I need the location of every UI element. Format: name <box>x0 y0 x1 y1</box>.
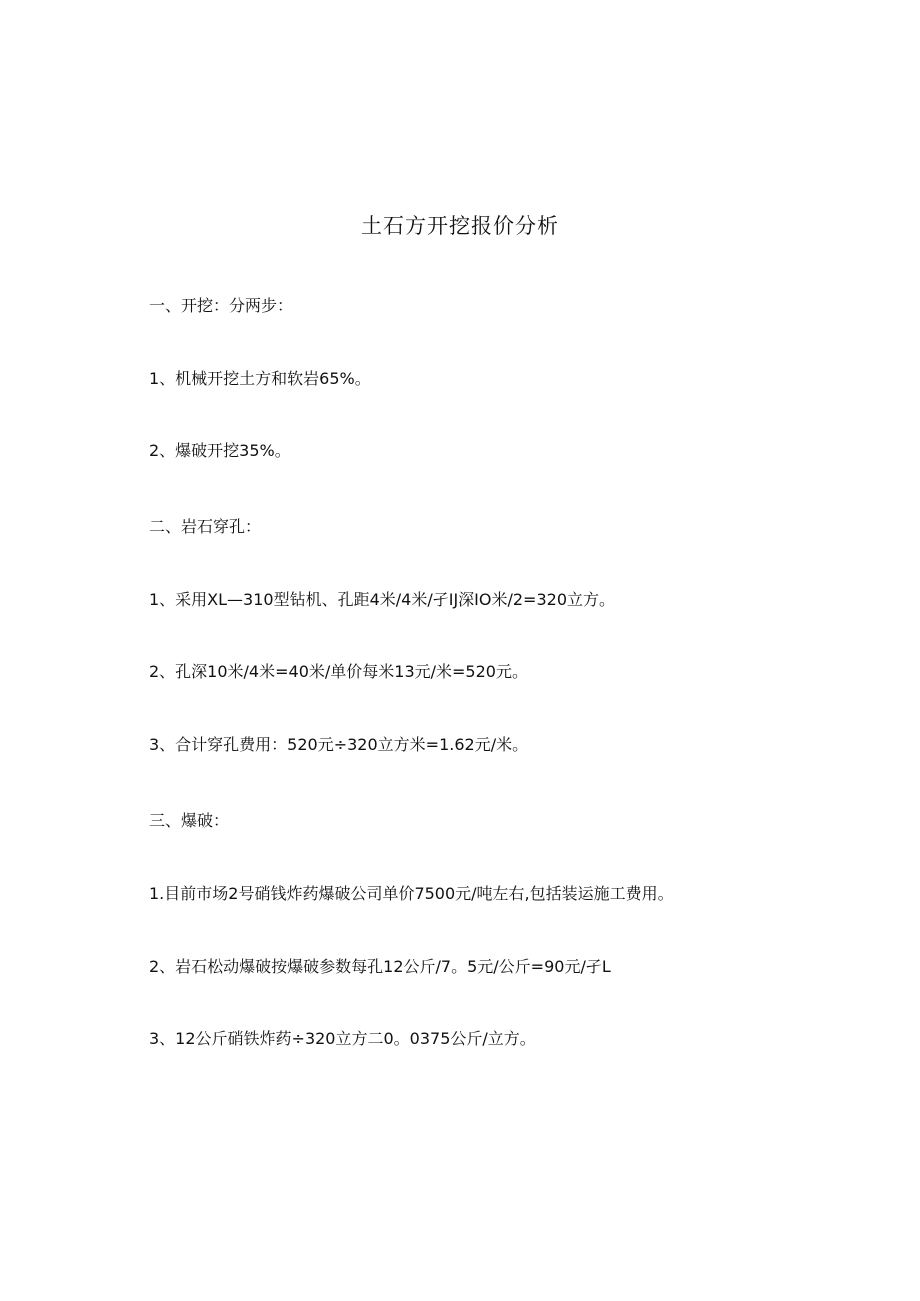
section-heading-blasting: 三、爆破： <box>149 811 230 830</box>
section-heading-drilling: 二、岩石穿孔： <box>149 517 262 536</box>
list-item: 1.目前市场2号硝钱炸药爆破公司单价7500元/吨左右,包括装运施工费用。 <box>149 884 674 903</box>
document-title: 土石方开挖报价分析 <box>361 214 559 238</box>
section-heading-excavation: 一、开挖：分两步： <box>149 296 294 315</box>
list-item: 1、采用XL—310型钻机、孔距4米/4米/孑IJ深IO米/2=320立方。 <box>149 590 616 609</box>
list-item: 2、爆破开挖35%。 <box>149 441 291 460</box>
list-item: 2、孔深10米/4米=40米/单价每米13元/米=520元。 <box>149 662 528 681</box>
list-item: 3、12公斤硝铁炸药÷320立方二0。0375公斤/立方。 <box>149 1029 536 1048</box>
list-item: 1、机械开挖土方和软岩65%。 <box>149 369 371 388</box>
list-item: 2、岩石松动爆破按爆破参数每孔12公斤/7。5元/公斤=90元/孑L <box>149 957 611 976</box>
list-item: 3、合计穿孔费用：520元÷320立方米=1.62元/米。 <box>149 735 529 754</box>
